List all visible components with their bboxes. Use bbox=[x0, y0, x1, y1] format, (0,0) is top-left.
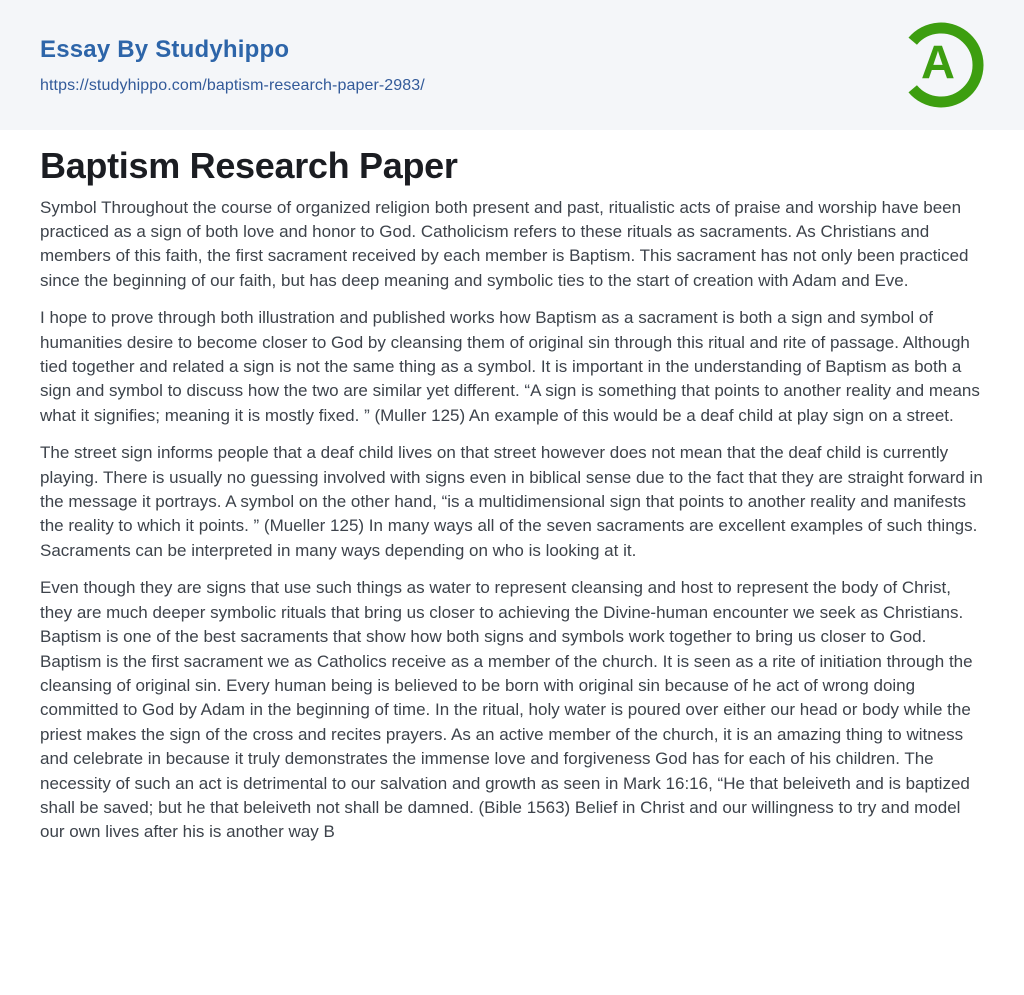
essay-url-link[interactable]: https://studyhippo.com/baptism-research-paper-2983/ bbox=[40, 76, 425, 94]
logo-letter: A bbox=[921, 35, 955, 89]
header-text-block bbox=[40, 36, 425, 95]
essay-paragraph-2: I hope to prove through both illustration and published works how Baptism as a sacrament is both a sign and symbol of humanities desire to become closer to God by cleansing them of original sin through this ritual and rite of passage. Although tied together and related a sign is not the same thing as a symbol. It is important in the understanding of Baptism as both a sign and symbol to discuss how the two are similar yet different. “A sign is something that points to another reality and means what it signifies; meaning it is mostly fixed. ” (Muller 125) An example of this would be a deaf child at play sign on a street. bbox=[40, 308, 980, 425]
site-title: Essay By Studyhippo bbox=[40, 36, 290, 63]
essay-content bbox=[0, 146, 1024, 845]
essay-paragraph-1: Symbol Throughout the course of organized religion both present and past, ritualistic acts of praise and worship have been practiced as a sign of both love and honor to God. Catholicism refers to these rituals as sacraments. As Christians and members of this faith, the first sacrament received by each member is Baptism. This sacrament has not only been practiced since the beginning of our faith, but has deep meaning and symbolic ties to the start of creation with Adam and Eve. bbox=[40, 197, 969, 290]
essay-paragraph-4: Even though they are signs that use such things as water to represent cleansing and host to represent the body of Christ, they are much deeper symbolic rituals that bring us closer to achieving the Divine-human encounter we seek as Christians. Baptism is one of the best sacraments that show how both signs and symbols work together to bring us closer to God. Baptism is the first sacrament we as Catholics receive as a member of the church. It is seen as a rite of initiation through the cleansing of original sin. Every human being is believed to be born with original sin because of he act of wrong doing committed to God by Adam in the beginning of time. In the ritual, holy water is poured over either our head or body while the priest makes the sign of the cross and recites prayers. As an active member of the church, it is an amazing thing to witness and celebrate in because it truly demonstrates the immense love and forgiveness God has for each of his children. The necessity of such an act is detrimental to our salvation and growth as seen in Mark 16:16, “He that beleiveth and is baptized shall be saved; but he that beleiveth not shall be damned. (Bible 1563) Belief in Christ and our willingness to try and model our own lives after his is another way B bbox=[40, 578, 973, 842]
studyhippo-logo-icon bbox=[897, 21, 985, 109]
essay-paragraph-3: The street sign informs people that a deaf child lives on that street however does not mean that the deaf child is currently playing. There is usually no guessing involved with signs even in biblical sense due to the fact that they are straight forward in the message it portrays. A symbol on the other hand, “is a multidimensional sign that points to another reality and manifests the reality to which it points. ” (Mueller 125) In many ways all of the seven sacraments are excellent examples of such things. Sacraments can be interpreted in many ways depending on who is looking at it. bbox=[40, 443, 983, 560]
studyhippo-logo[interactable] bbox=[897, 21, 985, 109]
essay-title: Baptism Research Paper bbox=[40, 145, 458, 186]
page-header bbox=[0, 0, 1024, 130]
